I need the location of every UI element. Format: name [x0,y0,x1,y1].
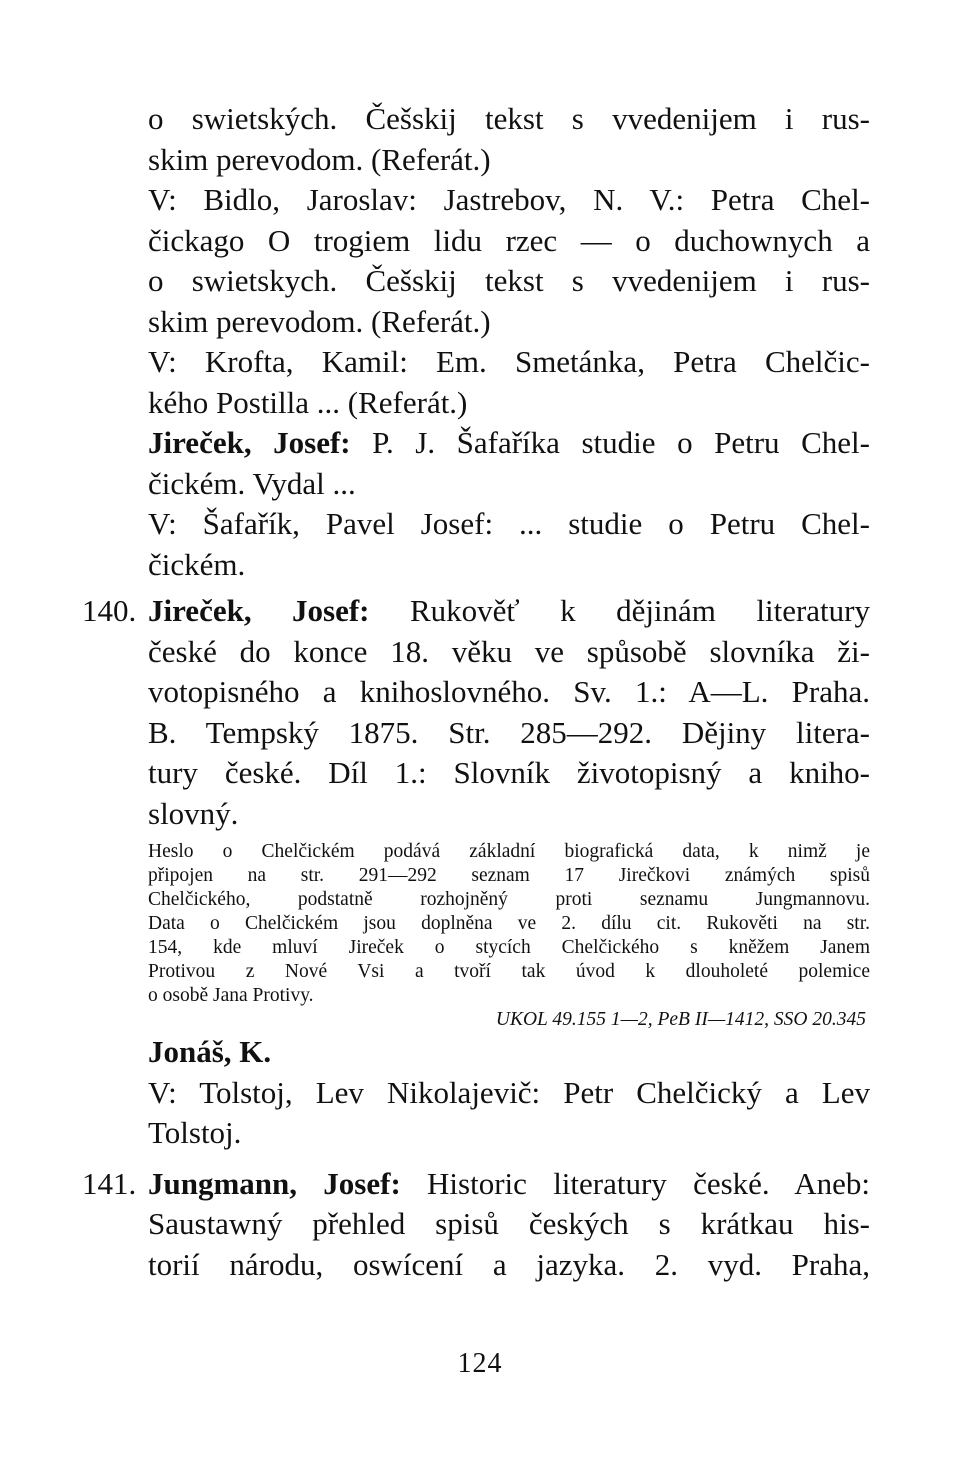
text-line: skim perevodom. (Referát.) [148,303,491,339]
text-line: čickago O trogiem lidu rzec — o duchownych a [148,222,870,258]
bibliography-entry-140 [82,591,870,1032]
text-line: tury české. Díl 1.: Slovník životopisný a kniho- [148,755,870,790]
note-line: Protivou z Nové Vsi a tvoří tak úvod k dlouholeté polemice [148,961,870,982]
text-line: skim perevodom. (Referát.) [148,141,491,177]
cross-reference-entry [148,1032,870,1073]
text-line: Tolstoj. [148,1115,242,1150]
entry-first-line [148,1164,870,1205]
entry-title-text: P. J. Šafaříka studie o Petru Chel- [350,425,870,460]
note-line: o osobě Jana Protivy. [148,985,314,1006]
entry-number: 140. [82,593,137,628]
annotation-note [148,840,870,1032]
text-line: čickém. Vydal ... [148,465,356,501]
entry-author: Jungmann, Josef: [148,1165,401,1201]
entry-first-line [148,591,870,632]
entry-author: Jireček, Josef: [148,425,351,460]
spacer [148,1154,870,1164]
text-line: V: Bidlo, Jaroslav: Jastrebov, N. V.: Petra Chel- [148,182,870,217]
text-line: čickém. [148,546,246,582]
cross-reference-entry [148,423,870,464]
text-column [82,99,870,1285]
library-sigla: UKOL 49.155 1—2, PeB II—1412, SSO 20.345 [495,1009,866,1030]
entry-author: Jonáš, K. [148,1034,272,1069]
note-line: připojen na str. 291—292 seznam 17 Jirečkovi známých spisů [148,865,870,886]
entry-title-text: Rukověť k dějinám literatury [369,593,870,628]
note-line: 154, kde mluví Jireček o stycích Chelčického s kněžem Janem [148,937,870,958]
text-line: votopisného a knihoslovného. Sv. 1.: A—L. Praha. [148,674,870,709]
note-line: Data o Chelčickém jsou doplněna ve 2. dílu cit. Rukověti na str. [148,913,870,934]
text-line: Saustawný přehled spisů českých s krátkau his- [148,1206,870,1241]
text-line: o swietských. Češskij tekst s vvedenijem i rus- [148,101,870,136]
text-line: V: Krofta, Kamil: Em. Smetánka, Petra Chelčic- [148,344,870,379]
bibliography-entry-141 [82,1164,870,1286]
text-line: V: Tolstoj, Lev Nikolajevič: Petr Chelčický a Lev [148,1074,870,1110]
note-line: Chelčického, podstatně rozhojněný proti seznamu Jungmannovu. [148,889,870,910]
text-line: o swietskych. Češskij tekst s vvedenijem i rus- [148,263,870,298]
text-line: kého Postilla ... (Referát.) [148,384,468,420]
text-line: torií národu, oswícení a jazyka. 2. vyd. Praha, [148,1246,870,1282]
note-line: Heslo o Chelčickém podává základní biografická data, k nimž je [148,841,870,862]
entry-author: Jireček, Josef: [148,593,370,628]
text-line: B. Tempský 1875. Str. 285—292. Dějiny litera- [148,714,870,750]
text-line: V: Šafařík, Pavel Josef: ... studie o Petru Chel- [148,506,870,541]
entry-title-text: Historic literatury české. Aneb: [400,1165,870,1201]
text-line: slovný. [148,795,239,831]
text-line: české do konce 18. věku ve spůsobě slovníka ži- [148,633,870,669]
entry-number: 141. [82,1165,137,1201]
page-number: 124 [457,1348,503,1379]
